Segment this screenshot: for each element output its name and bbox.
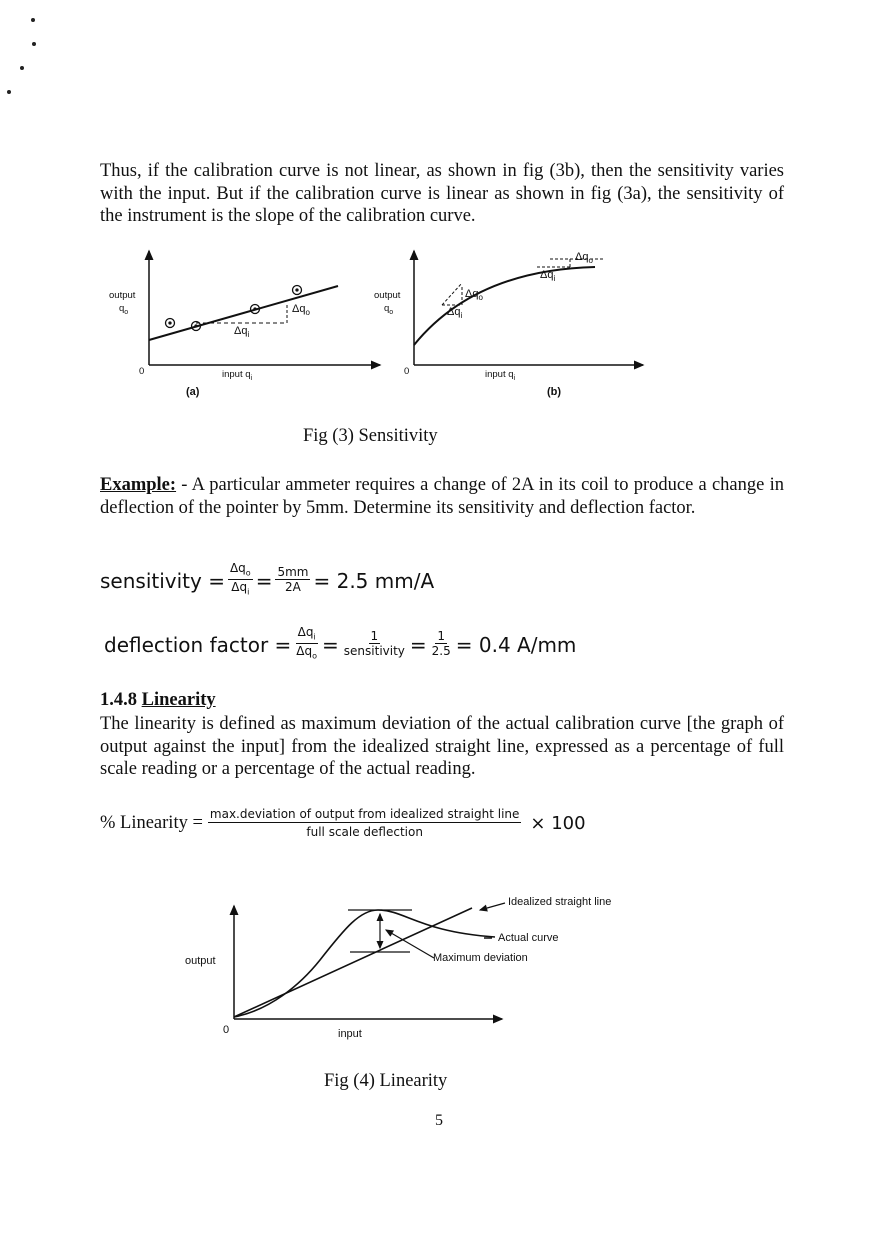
eq-sensitivity-result: = 2.5 mm/A xyxy=(313,568,435,593)
fig3b-tag: (b) xyxy=(547,386,562,398)
fig4-xlabel: input xyxy=(338,1028,362,1040)
fraction: $\frac{1}{\text{sensitivity}}$ xyxy=(343,629,405,659)
fig4-caption: Fig (4) Linearity xyxy=(324,1071,448,1091)
eq-sensitivity: sensitivity = $\frac{\Delta q_o}{\Delta q_i}$ = $\frac{5mm}{2A}$ = 2.5 mm/A xyxy=(100,562,434,600)
intro-paragraph: Thus, if the calibration curve is not linear, as shown in fig (3b), then the sensitivity varies with the input. But if the calibration curve is linear as shown in fig (3a), the sensitivity of the instrument is the slope of the calibration curve. xyxy=(100,161,784,226)
eq-linearity xyxy=(100,806,586,841)
fig3-caption: Fig (3) Sensitivity xyxy=(303,426,438,446)
fig4-label-maxdev: Maximum deviation xyxy=(433,952,528,964)
pointer-ideal xyxy=(480,903,505,910)
fig3b-ylabel-q: $q_o$ xyxy=(384,303,394,316)
example-text: - A particular ammeter requires a change of 2A in its coil to produce a change in deflection of the pointer by 5mm. Determine its sensitivity and deflection factor. xyxy=(100,475,784,518)
fig4-ylabel: output xyxy=(185,955,216,967)
fig4-label-ideal: Idealized straight line xyxy=(508,896,612,908)
scan-mark xyxy=(7,90,11,94)
calibration-curve xyxy=(414,267,595,345)
page-number: 5 xyxy=(435,1112,443,1129)
fig3a-ylabel-q: $q_o$ xyxy=(119,303,129,316)
chord-lower xyxy=(442,283,462,305)
section-heading: 1.4.8 Linearity xyxy=(100,690,216,710)
data-points xyxy=(166,286,302,331)
fig4-origin: 0 xyxy=(223,1024,230,1036)
fig3a-tag: (a) xyxy=(186,386,200,398)
fig3b-delta-out-lower: $\Delta q_o$ xyxy=(465,288,483,303)
fig3b-ylabel: output xyxy=(374,290,401,301)
fig3b-delta-in-lower: $\Delta q_i$ xyxy=(447,306,463,321)
scan-mark xyxy=(31,18,35,22)
eq-sensitivity-lhs: sensitivity = xyxy=(100,568,225,593)
eq-deflection: deflection factor = $\frac{\Delta q_i}{\Delta q_o}$ = $\frac{1}{\text{sensitivity}}$ = $\frac{1}{2.5}$ = 0.4 A/mm xyxy=(104,626,576,664)
fig3b-xlabel: input $q_i$ xyxy=(485,369,516,382)
fig3a-origin: 0 xyxy=(139,366,145,377)
fig3b-delta-in-upper: $\Delta q_i$ xyxy=(540,269,556,284)
eq-linearity-lhs: % Linearity = xyxy=(100,813,203,833)
fraction: $\frac{\Delta q_i}{\Delta q_o}$ xyxy=(296,625,318,661)
fig3a-xlabel: input $q_i$ xyxy=(222,369,253,382)
fraction: $\frac{5mm}{2A}$ xyxy=(277,565,309,595)
fig3a-ylabel: output xyxy=(109,290,136,301)
fig3b-origin: 0 xyxy=(404,366,410,377)
fraction: $\frac{\text{max.deviation of output from idealized straight line}}{\text{full scale deflection}}$ xyxy=(209,807,520,839)
scan-mark xyxy=(20,66,24,70)
example-label: Example: xyxy=(100,475,177,495)
eq-linearity-rhs: × 100 xyxy=(530,813,586,834)
example-paragraph xyxy=(100,474,784,519)
fig4-label-actual: Actual curve xyxy=(498,932,559,944)
fig3a-delta-in: $\Delta q_i$ xyxy=(234,325,250,340)
eq-deflection-result: = 0.4 A/mm xyxy=(455,632,577,657)
linearity-paragraph: The linearity is defined as maximum deviation of the actual calibration curve [the graph of output against the input] from the idealized straight line, expressed as a percentage of full scale reading or a percentage of the actual reading. xyxy=(100,714,784,779)
scan-mark xyxy=(32,42,36,46)
fig3a-delta-out: $\Delta q_o$ xyxy=(292,303,310,318)
eq-deflection-lhs: deflection factor = xyxy=(104,632,292,657)
fraction: $\frac{\Delta q_o}{\Delta q_i}$ xyxy=(229,561,251,597)
fig3b-delta-out-upper: $\Delta q_o$ xyxy=(575,251,593,266)
fraction: $\frac{1}{2.5}$ xyxy=(431,629,451,659)
